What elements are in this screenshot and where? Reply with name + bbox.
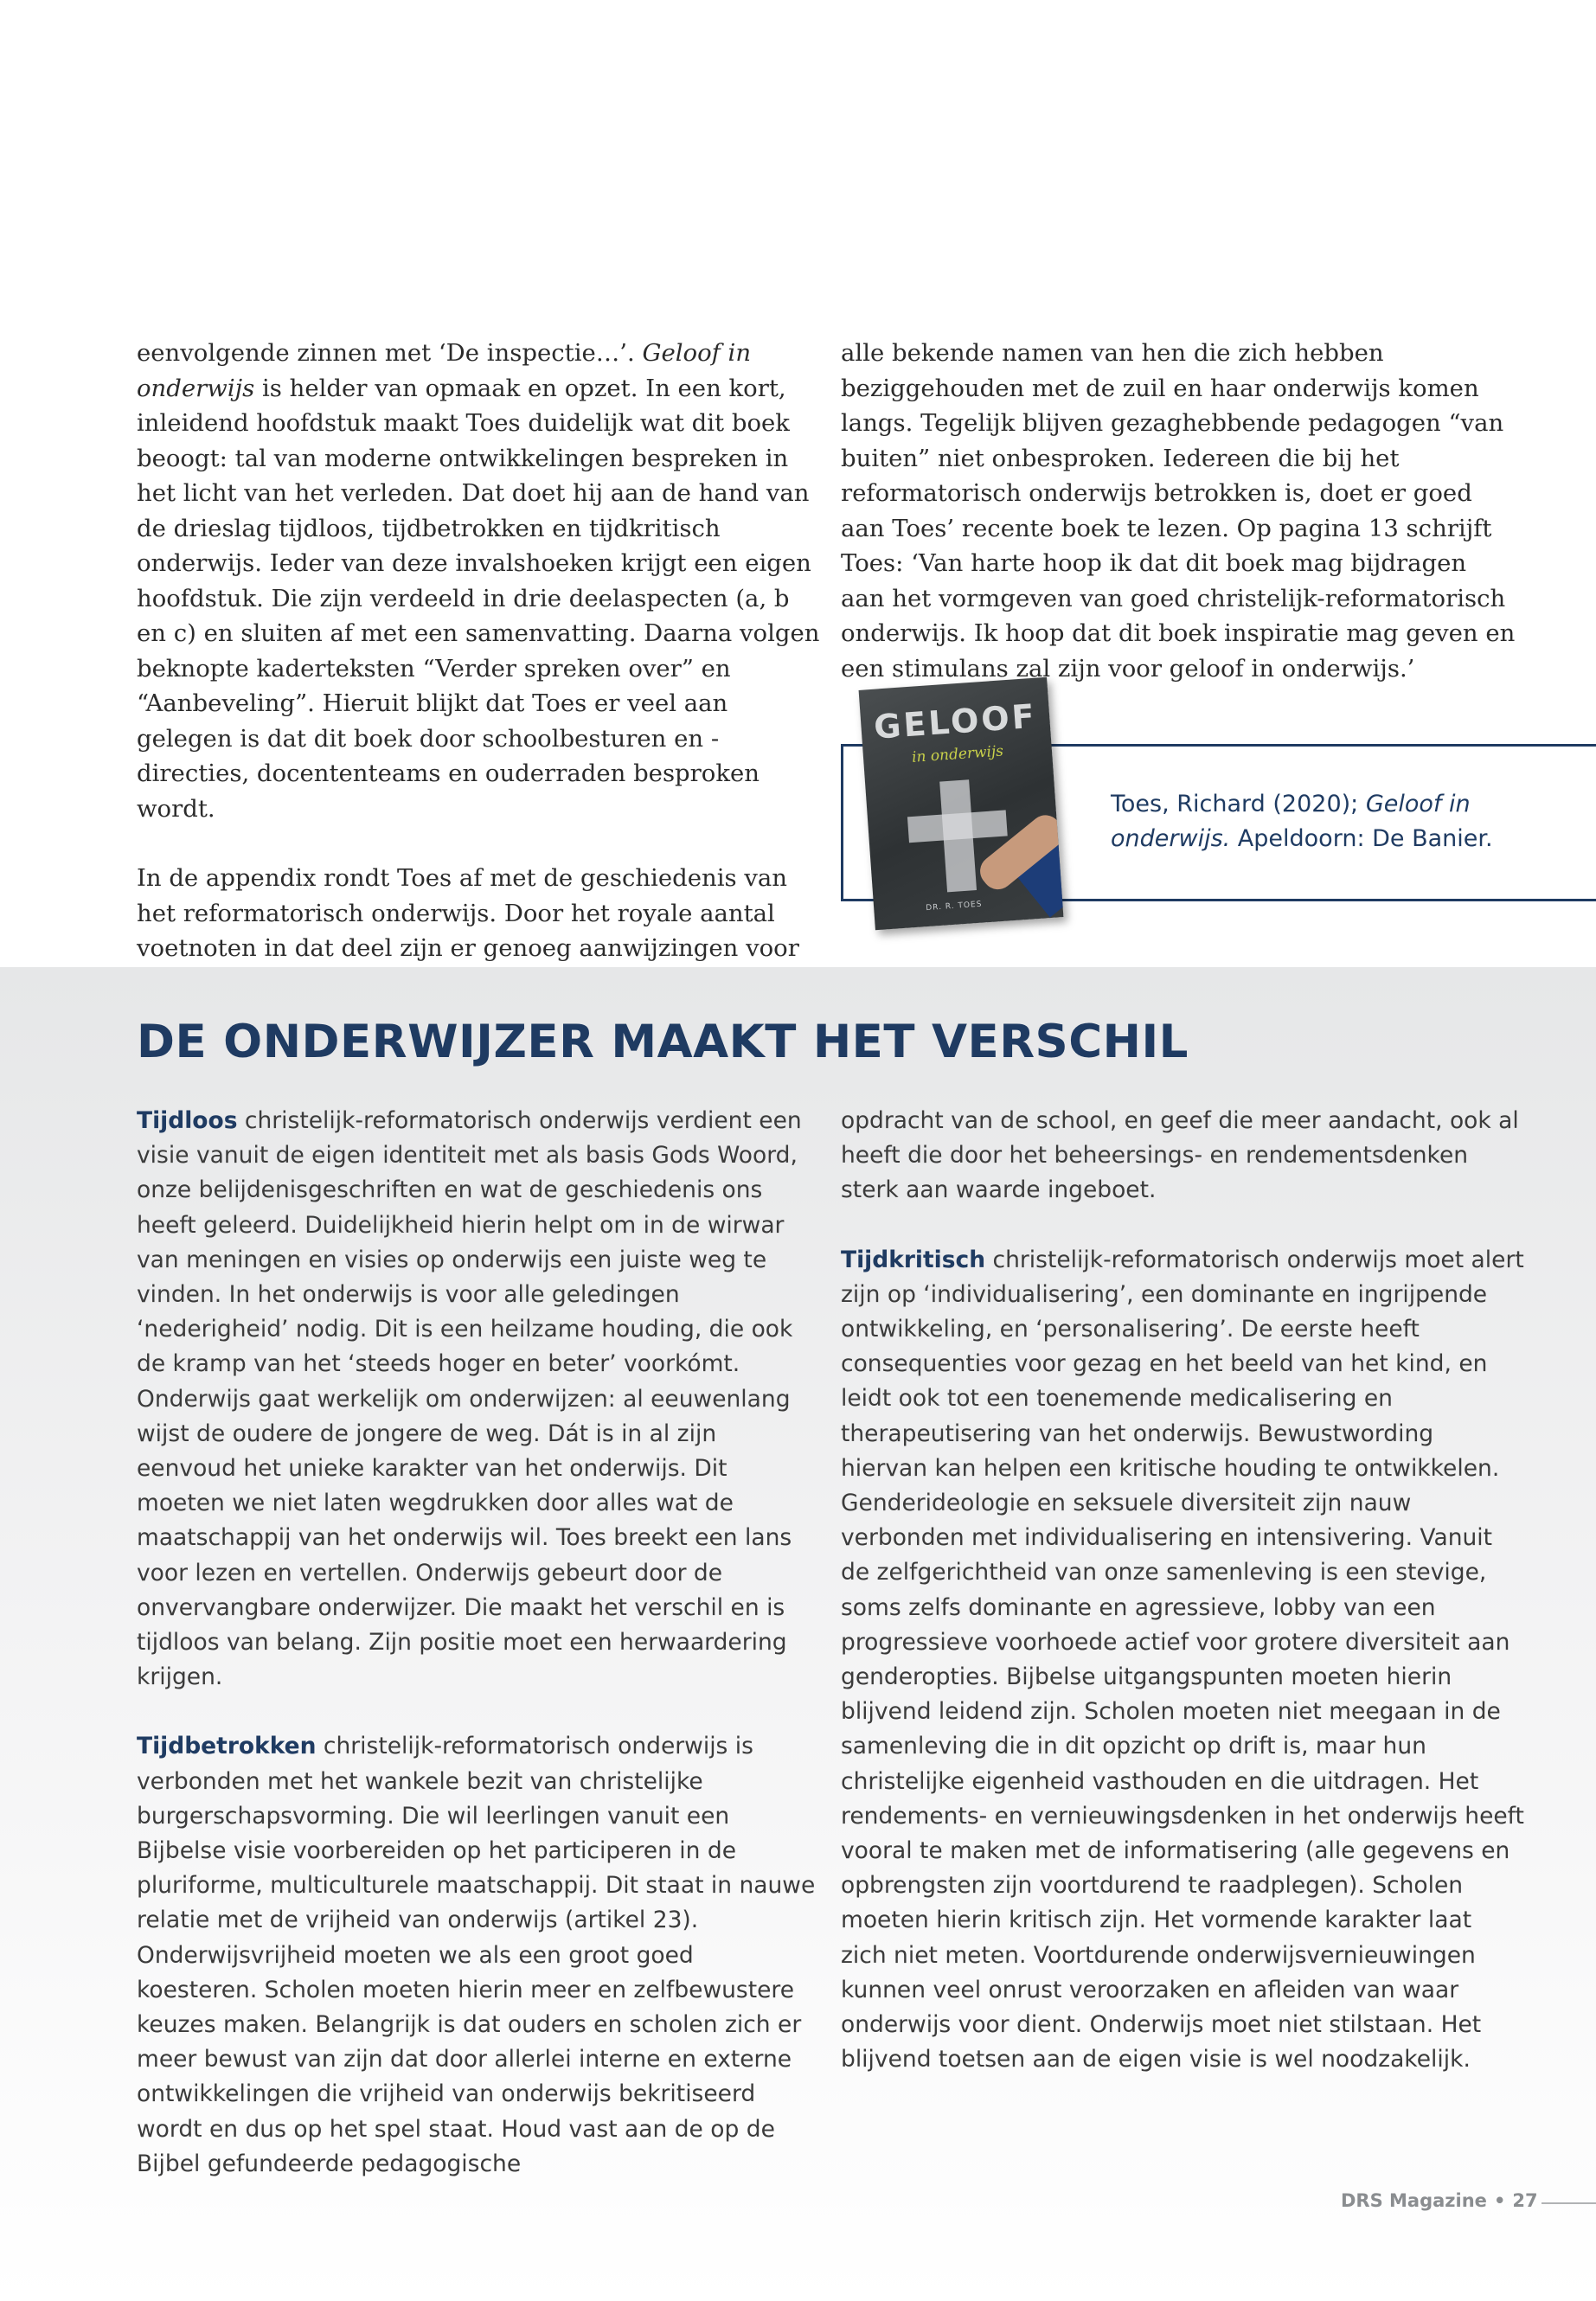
article-column-left xyxy=(137,336,825,1001)
paragraph: opdracht van de school, en geef die meer aandacht, ook al heeft die door het beheersings- en rendementsdenken sterk aan waarde ingeboet. xyxy=(841,1107,1519,1204)
footer-rule xyxy=(1542,2202,1596,2204)
section-title: DE ONDERWIJZER MAAKT HET VERSCHIL xyxy=(137,1016,1189,1068)
cross-icon-bar xyxy=(907,810,1008,843)
term-label: Tijdkritisch xyxy=(841,1246,986,1273)
section-column-left xyxy=(137,1104,820,2182)
book-citation: Toes, Richard (2020); Geloof in onderwijs. Apeldoorn: De Banier. xyxy=(1111,791,1493,852)
section-column-right xyxy=(841,1104,1524,2077)
article-column-right xyxy=(841,336,1516,686)
page-number: 27 xyxy=(1512,2190,1538,2211)
paragraph: alle bekende namen van hen die zich hebben beziggehouden met de zuil en haar onderwijs komen langs. Tegelijk blijven gezaghebbende pedagogen “van buiten” niet onbesproken. Iedereen die bij het reformatorisch onderwijs betrokken is, doet er goed aan Toes’ recente boek te lezen. Op pagina 13 schrijft Toes: ‘Van harte hoop ik dat dit boek mag bijdragen aan het vormgeven van goed christelijk-reformatorisch onderwijs. Ik hoop dat dit boek inspiratie mag geven en een stimulans zal zijn voor geloof in onderwijs.’ xyxy=(841,339,1516,683)
paragraph-tijdbetrokken: Tijdbetrokken christelijk-reformatorisch onderwijs is verbonden met het wankele bezit van christelijke burgerschapsvorming. Die wil leerlingen vanuit een Bijbelse visie voorbereiden op het participeren in de pluriforme, multiculturele maatschappij. Dit staat in nauwe relatie met de vrijheid van onderwijs (artikel 23). Onderwijsvrijheid moeten we als een groot goed koesteren. Scholen moeten hierin meer en zelfbewustere keuzes maken. Belangrijk is dat ouders en scholen zich er meer bewust van zijn dat door allerlei interne en externe ontwikkelingen die vrijheid van onderwijs bekritiseerd wordt en dus op het spel staat. Houd vast aan de op de Bijbel gefundeerde pedagogische xyxy=(137,1733,816,2177)
term-label: Tijdloos xyxy=(137,1107,238,1134)
paragraph: In de appendix rondt Toes af met de geschiedenis van het reformatorisch onderwijs. Door het royale aantal voetnoten in dat deel zijn er genoeg aanwijzingen voor xyxy=(137,864,799,962)
paragraph-tijdloos: Tijdloos christelijk-reformatorisch onderwijs verdient een visie vanuit de eigen identiteit met als basis Gods Woord, onze belijdenisgeschriften en wat de geschiedenis ons heeft geleerd. Duidelijkheid hierin helpt om in de wirwar van meningen en visies op onderwijs een juiste weg te vinden. In het onderwijs is voor alle geledingen ‘nederigheid’ nodig. Dit is een heilzame houding, die ook de kramp van het ‘steeds hoger en beter’ voorkómt. Onderwijs gaat werkelijk om onderwijzen: al eeuwenlang wijst de oudere de jongere de weg. Dát is in al zijn eenvoud het unieke karakter van het onderwijs. Dit moeten we niet laten wegdrukken door alles wat de maatschappij van het onderwijs wil. Toes breekt een lans voor lezen en vertellen. Onderwijs gebeurt door de onvervangbare onderwijzer. Die maakt het verschil en is tijdloos van belang. Zijn positie moet een herwaardering krijgen. xyxy=(137,1107,802,1691)
paragraph-tijdkritisch: Tijdkritisch christelijk-reformatorisch onderwijs moet alert zijn op ‘individualisering’, een dominante en ingrijpende ontwikkeling, en ‘personalisering’. De eerste heeft consequenties voor gezag en het beeld van het kind, en leidt ook tot een toenemende medicalisering en therapeutisering van het onderwijs. Bewustwording hiervan kan helpen een kritische houding te ontwikkelen. Genderideologie en seksuele diversiteit zijn nauw verbonden met individualisering en intensivering. Vanuit de zelfgerichtheid van onze samenleving is een stevige, soms zelfs dominante en agressieve, lobby van een progressieve voorhoede actief voor grotere diversiteit aan genderopties. Bijbelse uitgangspunten moeten hierin blijvend leidend zijn. Scholen moeten niet meegaan in de samenleving die in dit opzicht op drift is, maar hun christelijke eigenheid vasthouden en die uitdragen. Het rendements- en vernieuwingsdenken in het onderwijs heeft vooral te maken met de informatisering (alle gegevens en opbrengsten zijn voortdurend te raadplegen). Scholen moeten hierin kritisch zijn. Het vormende karakter laat zich niet meten. Voortdurende onderwijsvernieuwingen kunnen veel onrust veroorzaken en afleiden van waar onderwijs voor dient. Onderwijs moet niet stilstaan. Het blijvend toetsen aan de eigen visie is wel noodzakelijk. xyxy=(841,1246,1524,2073)
cover-author: DR. R. TOES xyxy=(926,900,983,913)
paragraph: eenvolgende zinnen met ‘De inspectie…’. Geloof in onderwijs is helder van opmaak en opzet. In een kort, inleidend hoofdstuk maakt Toes duidelijk wat dit boek beoogt: tal van moderne ontwikkelingen bespreken in het licht van het verleden. Dat doet hij aan de hand van de drieslag tijdloos, tijdbetrokken en tijdkritisch onderwijs. Ieder van deze invalshoeken krijgt een eigen hoofdstuk. Die zijn verdeeld in drie deelaspecten (a, b en c) en sluiten af met een samenvatting. Daarna volgen beknopte kaderteksten “Verder spreken over” en “Aanbeveling”. Hieruit blijkt dat Toes er veel aan gelegen is dat dit boek door schoolbesturen en -directies, docententeams en ouderraden besproken wordt. xyxy=(137,339,820,823)
book-title-inline: Geloof in onderwijs xyxy=(137,339,752,402)
page-footer xyxy=(1341,2190,1538,2211)
footer-separator: • xyxy=(1493,2190,1506,2211)
book-cover-image xyxy=(859,677,1064,931)
cover-subtitle: in onderwijs xyxy=(911,742,1004,766)
term-label: Tijdbetrokken xyxy=(137,1733,317,1760)
magazine-name: DRS Magazine xyxy=(1341,2190,1487,2211)
cover-title: GELOOF xyxy=(872,696,1038,747)
